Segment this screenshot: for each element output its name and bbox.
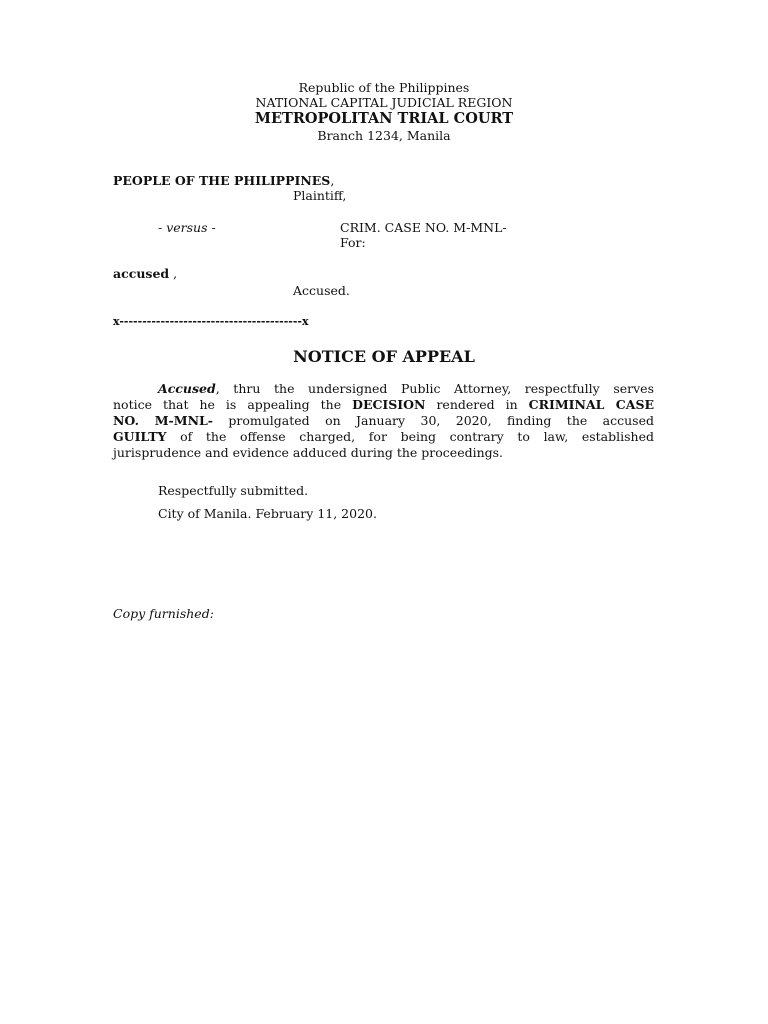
accused-name: accused — [113, 266, 170, 281]
body-guilty: GUILTY — [113, 429, 167, 444]
body-line-5: jurisprudence and evidence adduced during the proceedings. — [113, 445, 504, 460]
body-line-4 — [113, 429, 654, 444]
header-region: NATIONAL CAPITAL JUDICIAL REGION — [255, 95, 513, 110]
accused-role: Accused. — [293, 283, 350, 298]
plaintiff-comma: , — [330, 173, 335, 188]
accused-comma: , — [169, 266, 178, 281]
case-for: For: — [340, 235, 366, 250]
body-criminal-case: CRIMINAL CASE — [528, 397, 654, 412]
copy-furnished: Copy furnished: — [113, 606, 214, 621]
body-line-3 — [113, 413, 654, 428]
plaintiff-role: Plaintiff, — [293, 188, 347, 203]
accused-line — [113, 266, 177, 281]
body-line-4-rest: of the offense charged, for being contrary to law, established — [166, 429, 654, 444]
body-accused: Accused — [158, 381, 216, 396]
header-court: METROPOLITAN TRIAL COURT — [254, 110, 514, 127]
body-line-1 — [158, 381, 654, 396]
body-decision: DECISION — [352, 397, 426, 412]
document-title: NOTICE OF APPEAL — [293, 347, 475, 366]
header-republic: Republic of the Philippines — [298, 80, 470, 95]
plaintiff-name: PEOPLE OF THE PHILIPPINES — [113, 173, 331, 188]
caption-separator: x----------------------------------------x — [113, 315, 309, 328]
versus-text: - versus - — [158, 220, 216, 235]
respectfully-submitted: Respectfully submitted. — [158, 483, 309, 498]
case-number: CRIM. CASE NO. M-MNL- — [340, 220, 507, 235]
body-case-no: NO. M-MNL- — [113, 413, 213, 428]
body-line-2 — [113, 397, 654, 412]
place-and-date: City of Manila. February 11, 2020. — [158, 506, 377, 521]
plaintiff-line — [113, 173, 334, 188]
body-line-3-rest: promulgated on January 30, 2020, finding the accused — [212, 413, 654, 428]
header-branch: Branch 1234, Manila — [317, 128, 451, 143]
body-line-2-mid: rendered in — [425, 397, 529, 412]
body-line-1-rest: , thru the undersigned Public Attorney, respectfully serves — [215, 381, 654, 396]
body-line-2-start: notice that he is appealing the — [113, 397, 353, 412]
